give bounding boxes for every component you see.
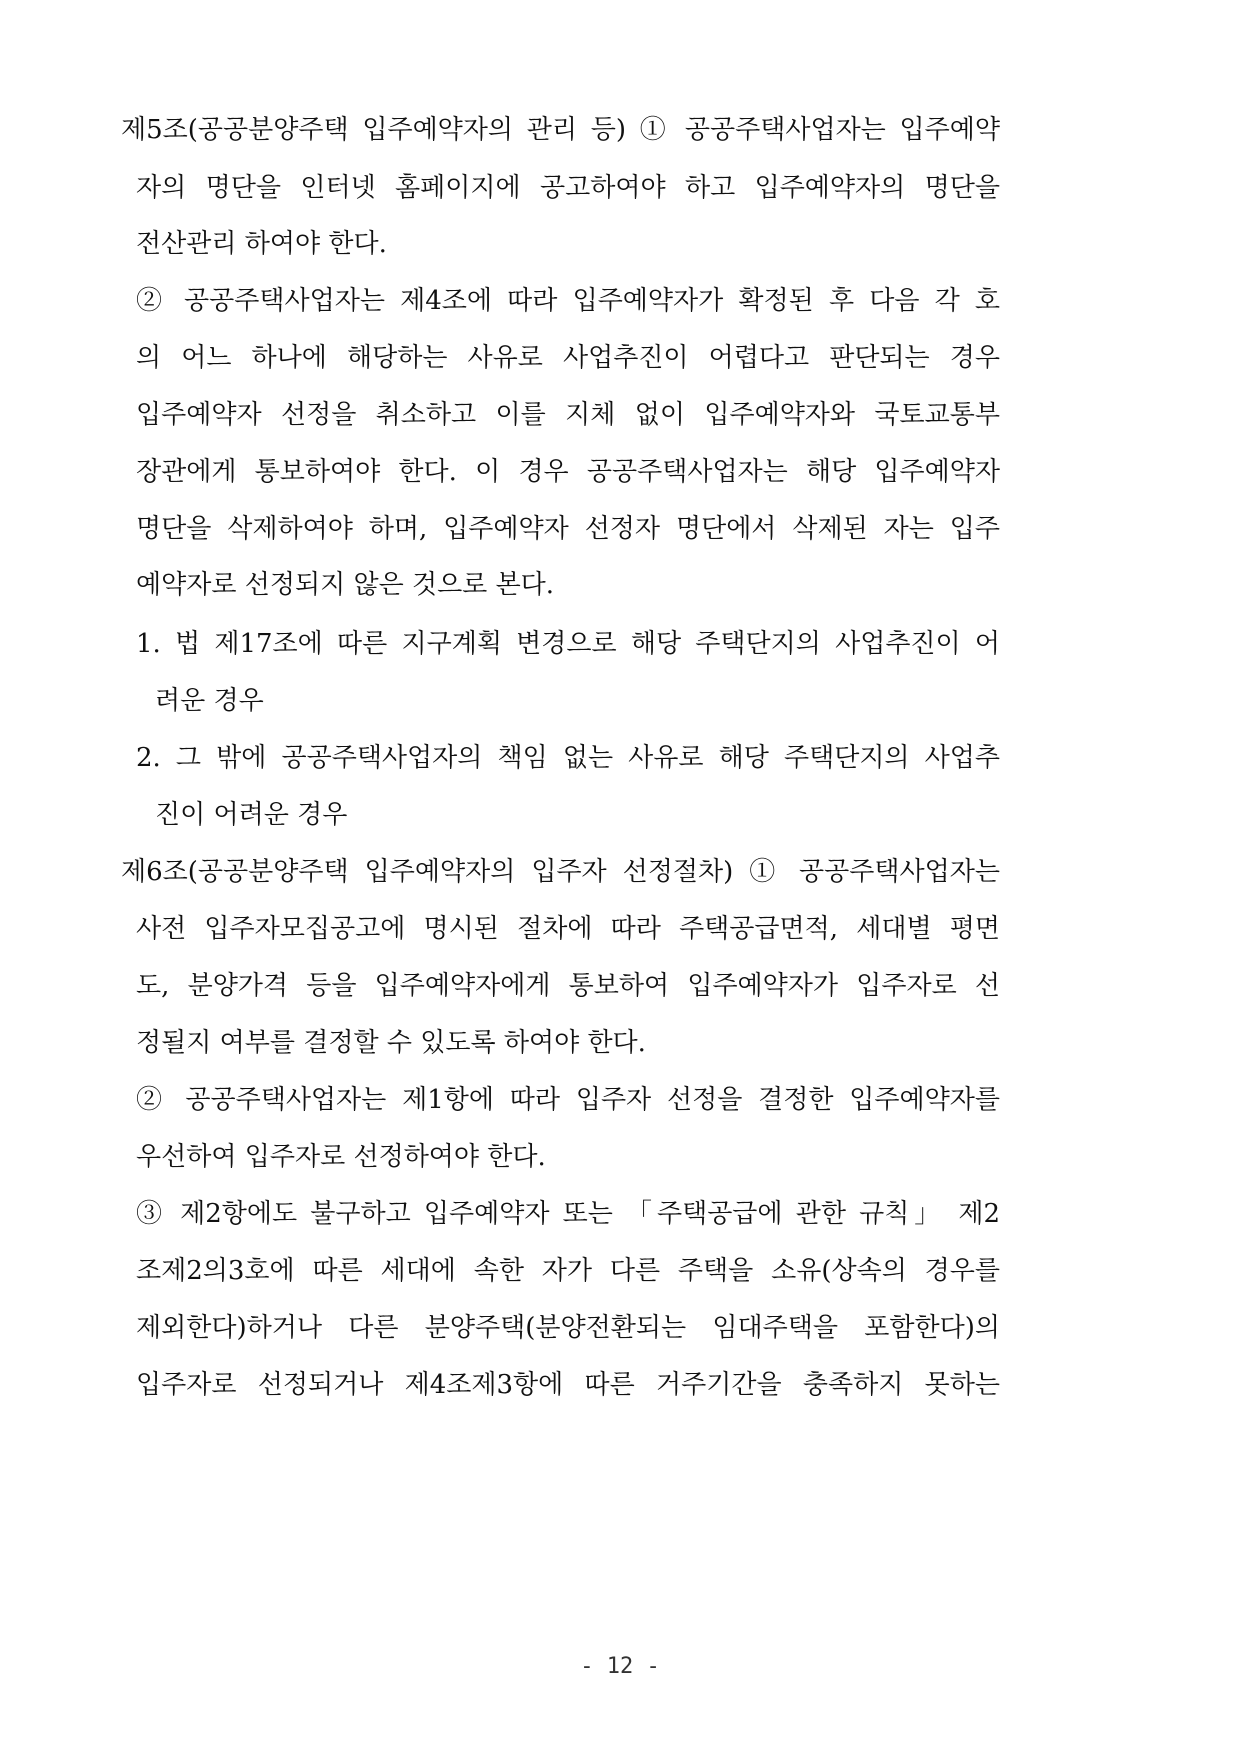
article-5-para-1-line: 자의 명단을 인터넷 홈페이지에 공고하여야 하고 입주예약자의 명단을 <box>136 173 1000 203</box>
article-5-item-2-line: 진이 어려운 경우 <box>155 800 348 830</box>
article-5-para-2-line: 예약자로 선정되지 않은 것으로 본다. <box>136 570 555 600</box>
article-5-para-2-line: 장관에게 통보하여야 한다. 이 경우 공공주택사업자는 해당 입주예약자 <box>136 457 1000 487</box>
page-number: - 12 - <box>580 1654 660 1679</box>
article-6-para-2-line: ② 공공주택사업자는 제1항에 따라 입주자 선정을 결정한 입주예약자를 <box>136 1085 1000 1115</box>
article-5-para-2-line: 명단을 삭제하여야 하며, 입주예약자 선정자 명단에서 삭제된 자는 입주 <box>136 514 1000 544</box>
article-5-para-2-line: 의 어느 하나에 해당하는 사유로 사업추진이 어렵다고 판단되는 경우 <box>136 343 1000 373</box>
article-5-item-1-line: 려운 경우 <box>155 686 264 716</box>
article-6-para-3-line: 입주자로 선정되거나 제4조제3항에 따른 거주기간을 충족하지 못하는 <box>136 1370 1000 1400</box>
article-5-para-1-line: 전산관리 하여야 한다. <box>136 229 387 259</box>
article-6-para-3-line: ③ 제2항에도 불구하고 입주예약자 또는 「주택공급에 관한 규칙」 제2 <box>136 1199 1000 1229</box>
article-5-para-2-line: ② 공공주택사업자는 제4조에 따라 입주예약자가 확정된 후 다음 각 호 <box>136 286 1000 316</box>
article-6-para-3-line: 조제2의3호에 따른 세대에 속한 자가 다른 주택을 소유(상속의 경우를 <box>136 1256 1000 1286</box>
article-6-para-3-line: 제외한다)하거나 다른 분양주택(분양전환되는 임대주택을 포함한다)의 <box>136 1313 1000 1343</box>
article-5-heading-line: 제5조(공공분양주택 입주예약자의 관리 등) ① 공공주택사업자는 입주예약 <box>121 115 1000 145</box>
article-6-para-2-line: 우선하여 입주자로 선정하여야 한다. <box>136 1142 546 1172</box>
article-5-item-1-line: 1. 법 제17조에 따른 지구계획 변경으로 해당 주택단지의 사업추진이 어 <box>136 629 1000 659</box>
article-6-para-1-line: 사전 입주자모집공고에 명시된 절차에 따라 주택공급면적, 세대별 평면 <box>136 914 1000 944</box>
article-6-para-1-line: 도, 분양가격 등을 입주예약자에게 통보하여 입주예약자가 입주자로 선 <box>136 971 1000 1001</box>
article-6-para-1-line: 정될지 여부를 결정할 수 있도록 하여야 한다. <box>136 1028 646 1058</box>
article-6-heading-line: 제6조(공공분양주택 입주예약자의 입주자 선정절차) ① 공공주택사업자는 <box>121 857 1000 887</box>
article-5-para-2-line: 입주예약자 선정을 취소하고 이를 지체 없이 입주예약자와 국토교통부 <box>136 400 1000 430</box>
article-5-item-2-line: 2. 그 밖에 공공주택사업자의 책임 없는 사유로 해당 주택단지의 사업추 <box>136 743 1000 773</box>
